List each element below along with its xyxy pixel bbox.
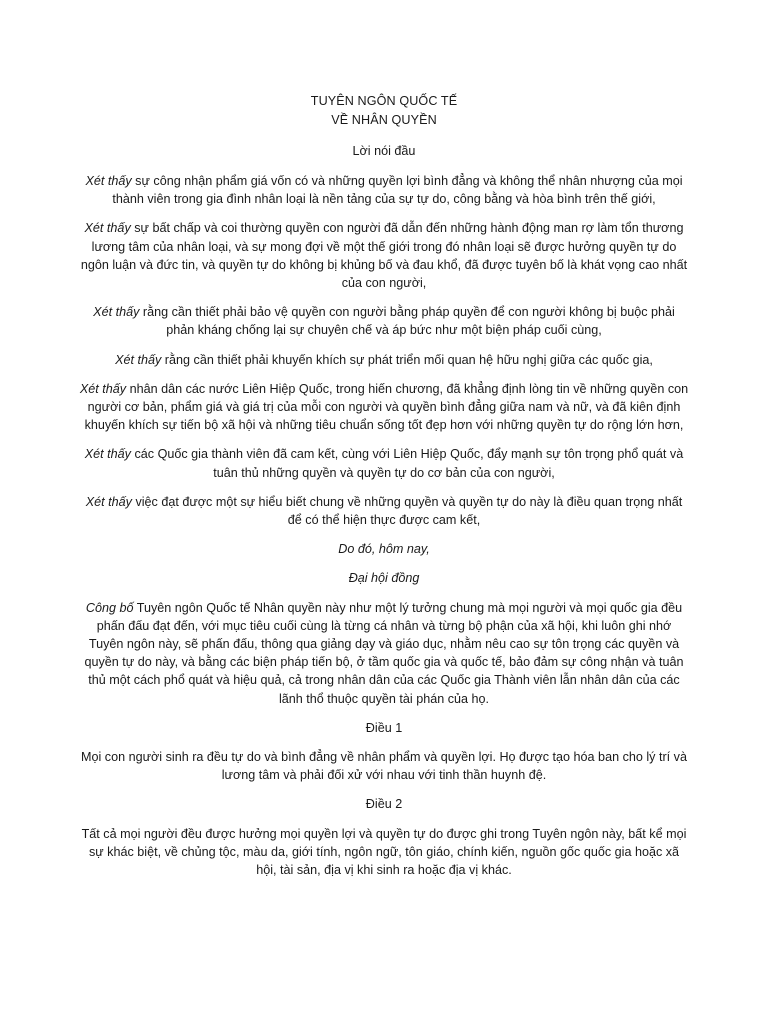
consideration-lead: Xét thấy <box>84 221 131 236</box>
therefore-text: Do đó, hôm nay, <box>338 542 430 557</box>
consideration-lead: Xét thấy <box>84 447 131 462</box>
consideration-lead: Xét thấy <box>115 352 162 367</box>
title-line-1: TUYÊN NGÔN QUỐC TẾ <box>310 94 458 108</box>
preamble-heading: Lời nói đầu <box>352 144 416 158</box>
consideration-paragraph <box>78 172 690 208</box>
consideration-paragraph <box>78 351 690 369</box>
article-heading-1: Điều 1 <box>365 720 403 735</box>
proclamation-text: Tuyên ngôn Quốc tế Nhân quyền này như một lý tưởng chung mà mọi người và mọi quốc gia đều phấn đấu đạt đến, với mục tiêu cuối cùng là từng cá nhân và từng bộ phận của xã hội, khi luôn ghi nhớ Tuyên ngôn này, sẽ phấn đấu, thông qua giảng dạy và giáo dục, nhằm nêu cao sự tôn trọng các quyền và quyền tự do này, và bằng các biện pháp tiến bộ, ở tầm quốc gia và quốc tế, bảo đảm sự công nhận và tuân thủ một cách phổ quát và hiệu quả, cả trong nhân dân của các Quốc gia Thành viên lẫn nhân dân của các lãnh thổ thuộc quyền tài phán của họ. <box>84 600 684 706</box>
therefore-line <box>78 540 690 558</box>
document-title <box>78 92 690 130</box>
consideration-text: các Quốc gia thành viên đã cam kết, cùng với Liên Hiệp Quốc, đẩy mạnh sự tôn trọng phổ quát và tuân thủ những quyền và quyền tự do cơ bản của con người, <box>130 447 684 480</box>
article-text-1: Mọi con người sinh ra đều tự do và bình đẳng về nhân phẩm và quyền lợi. Họ được tạo hóa ban cho lý trí và lương tâm và phải đối xử với nhau với tinh thần huynh đệ. <box>81 750 687 783</box>
consideration-paragraph <box>78 219 690 292</box>
consideration-paragraph <box>78 303 690 339</box>
assembly-text: Đại hội đồng <box>348 571 420 586</box>
title-line-2: VỀ NHÂN QUYỀN <box>331 113 437 127</box>
assembly-line <box>78 569 690 587</box>
consideration-text: rằng cần thiết phải bảo vệ quyền con người bằng pháp quyền để con người không bị buộc phải phản kháng chống lại sự chuyên chế và áp bức như một biện pháp cuối cùng, <box>139 305 675 338</box>
consideration-paragraph <box>78 445 690 481</box>
consideration-paragraph <box>78 493 690 529</box>
consideration-lead: Xét thấy <box>85 174 132 188</box>
proclamation-lead: Công bố <box>85 600 134 615</box>
consideration-lead: Xét thấy <box>85 494 132 509</box>
consideration-text: việc đạt được một sự hiểu biết chung về những quyền và quyền tự do này là điều quan trọng nhất để có thể hiện thực được cam kết, <box>131 494 683 528</box>
consideration-lead: Xét thấy <box>93 305 140 320</box>
article-heading-2: Điều 2 <box>365 797 403 812</box>
consideration-paragraph <box>78 380 690 435</box>
proclamation-paragraph <box>78 599 690 708</box>
consideration-lead: Xét thấy <box>79 381 127 396</box>
consideration-text: sự bất chấp và coi thường quyền con người đã dẫn đến những hành động man rợ làm tổn thương lương tâm của nhân loại, và sự mong đợi về một thế giới trong đó nhân loại sẽ được hưởng quyền tự do ngôn luận và đức tin, và quyền tự do không bị khủng bố và đau khổ, đã được tuyên bố là khát vọng cao nhất của con người, <box>80 221 688 291</box>
consideration-text: nhân dân các nước Liên Hiệp Quốc, trong hiến chương, đã khẳng định lòng tin về những quyền con người cơ bản, phẩm giá và giá trị của mỗi con người và quyền bình đẳng giữa nam và nữ, và đã kiên định khuyến khích sự tiến bộ xã hội và những tiêu chuẩn sống tốt đẹp hơn với những quyền tự do rộng lớn hơn, <box>84 381 689 433</box>
consideration-text: rằng cần thiết phải khuyến khích sự phát triển mối quan hệ hữu nghị giữa các quốc gia, <box>161 352 653 367</box>
article-text-2: Tất cả mọi người đều được hưởng mọi quyền lợi và quyền tự do được ghi trong Tuyên ngôn này, bất kể mọi sự khác biệt, về chủng tộc, màu da, giới tính, ngôn ngữ, tôn giáo, chính kiến, nguồn gốc quốc gia hoặc xã hội, tài sản, địa vị khi sinh ra hoặc địa vị khác. <box>81 826 687 878</box>
consideration-text: sự công nhận phẩm giá vốn có và những quyền lợi bình đẳng và không thể nhân nhượng của mọi thành viên trong gia đình nhân loại là nền tảng của sự tự do, công bằng và hòa bình trên thế giới, <box>112 174 683 207</box>
